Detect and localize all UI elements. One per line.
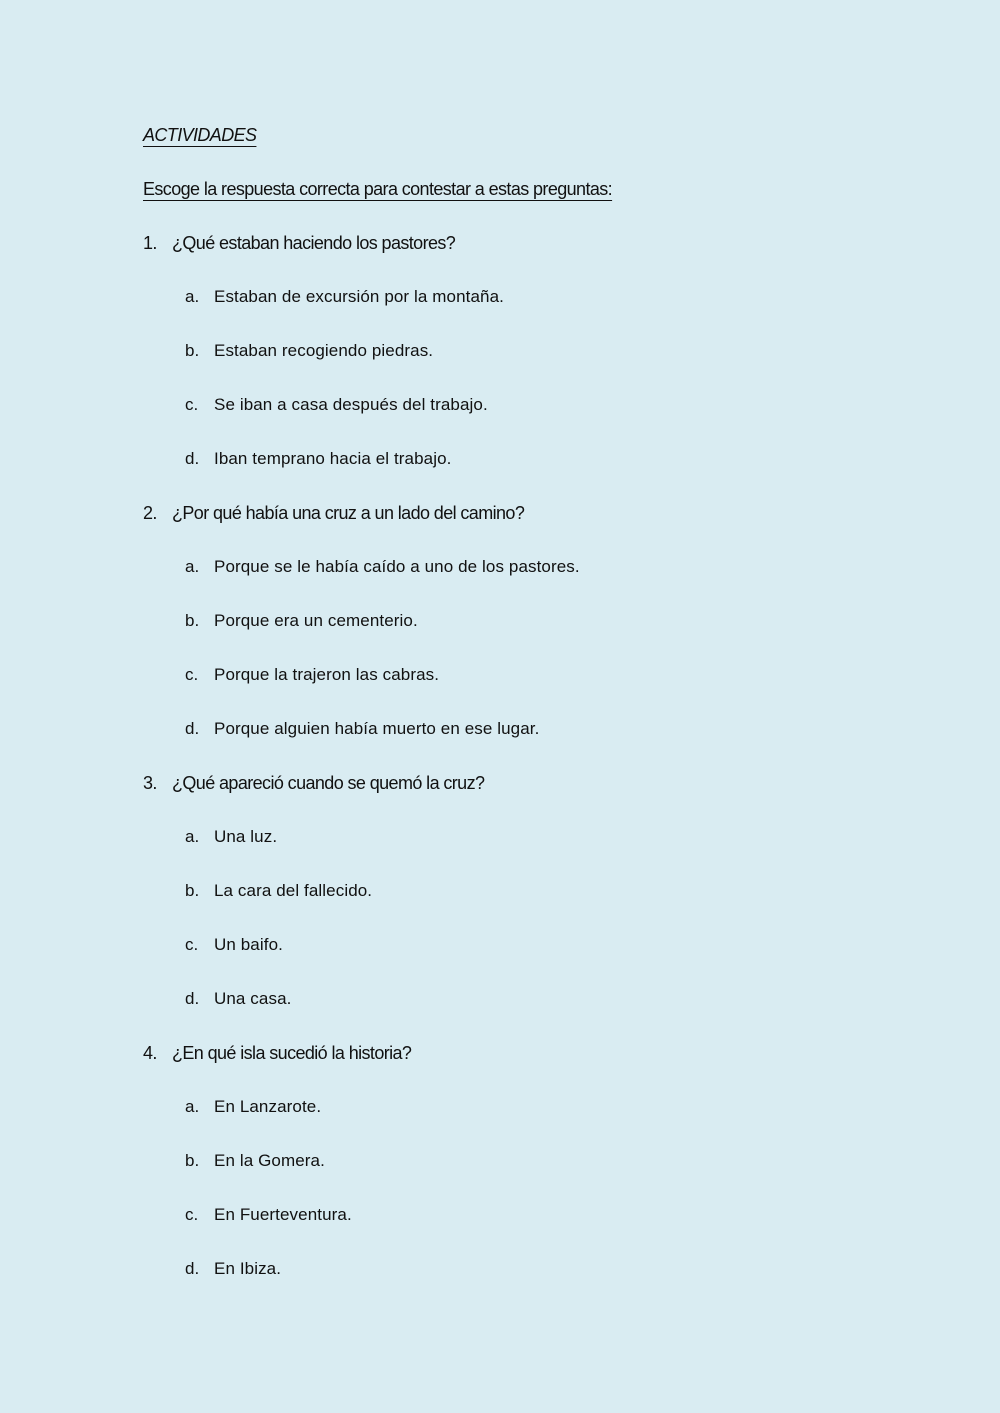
option-letter: b. [185, 341, 200, 360]
question-text: ¿En qué isla sucedió la historia? [172, 1043, 412, 1063]
question-2-option-b[interactable] [185, 608, 943, 634]
question-text: ¿Qué estaban haciendo los pastores? [172, 233, 456, 253]
instruction-row [143, 176, 943, 202]
worksheet [143, 122, 943, 1282]
question-2-option-d[interactable] [185, 716, 943, 742]
option-letter: a. [185, 1097, 200, 1116]
question-text: ¿Qué apareció cuando se quemó la cruz? [172, 773, 485, 793]
question-4-option-d[interactable] [185, 1256, 943, 1282]
question-1-option-a[interactable] [185, 284, 943, 310]
option-text: En Ibiza. [214, 1259, 282, 1278]
question-2-option-a[interactable] [185, 554, 943, 580]
option-text: Porque alguien había muerto en ese lugar. [214, 719, 540, 738]
question-2 [143, 500, 943, 526]
question-number: 3. [143, 773, 157, 793]
question-4 [143, 1040, 943, 1066]
question-1-option-c[interactable] [185, 392, 943, 418]
option-text: Porque era un cementerio. [214, 611, 418, 630]
option-letter: a. [185, 287, 200, 306]
title-row [143, 122, 943, 148]
option-letter: c. [185, 1205, 199, 1224]
question-3-option-a[interactable] [185, 824, 943, 850]
option-letter: d. [185, 719, 200, 738]
option-letter: b. [185, 1151, 200, 1170]
option-text: Se iban a casa después del trabajo. [214, 395, 488, 414]
option-letter: d. [185, 449, 200, 468]
option-text: En Lanzarote. [214, 1097, 322, 1116]
question-4-option-a[interactable] [185, 1094, 943, 1120]
question-1-option-d[interactable] [185, 446, 943, 472]
option-letter: c. [185, 395, 199, 414]
question-3 [143, 770, 943, 796]
option-text: Una luz. [214, 827, 278, 846]
question-number: 1. [143, 233, 157, 253]
question-3-option-b[interactable] [185, 878, 943, 904]
question-number: 2. [143, 503, 157, 523]
question-1-option-b[interactable] [185, 338, 943, 364]
option-text: Porque se le había caído a uno de los pastores. [214, 557, 580, 576]
option-text: Estaban recogiendo piedras. [214, 341, 434, 360]
option-letter: b. [185, 881, 200, 900]
option-text: En Fuerteventura. [214, 1205, 352, 1224]
question-4-option-c[interactable] [185, 1202, 943, 1228]
option-letter: c. [185, 935, 199, 954]
question-1 [143, 230, 943, 256]
option-text: En la Gomera. [214, 1151, 325, 1170]
option-text: Estaban de excursión por la montaña. [214, 287, 504, 306]
option-letter: c. [185, 665, 199, 684]
option-letter: a. [185, 827, 200, 846]
question-4-option-b[interactable] [185, 1148, 943, 1174]
instruction-text: Escoge la respuesta correcta para contestar a estas preguntas: [143, 179, 613, 199]
option-letter: b. [185, 611, 200, 630]
question-3-option-d[interactable] [185, 986, 943, 1012]
question-text: ¿Por qué había una cruz a un lado del camino? [172, 503, 525, 523]
option-letter: a. [185, 557, 200, 576]
worksheet-title: ACTIVIDADES [143, 125, 257, 145]
question-2-option-c[interactable] [185, 662, 943, 688]
option-text: La cara del fallecido. [214, 881, 373, 900]
question-3-option-c[interactable] [185, 932, 943, 958]
question-number: 4. [143, 1043, 157, 1063]
option-text: Porque la trajeron las cabras. [214, 665, 440, 684]
option-letter: d. [185, 989, 200, 1008]
option-text: Iban temprano hacia el trabajo. [214, 449, 452, 468]
option-text: Un baifo. [214, 935, 283, 954]
option-letter: d. [185, 1259, 200, 1278]
option-text: Una casa. [214, 989, 292, 1008]
